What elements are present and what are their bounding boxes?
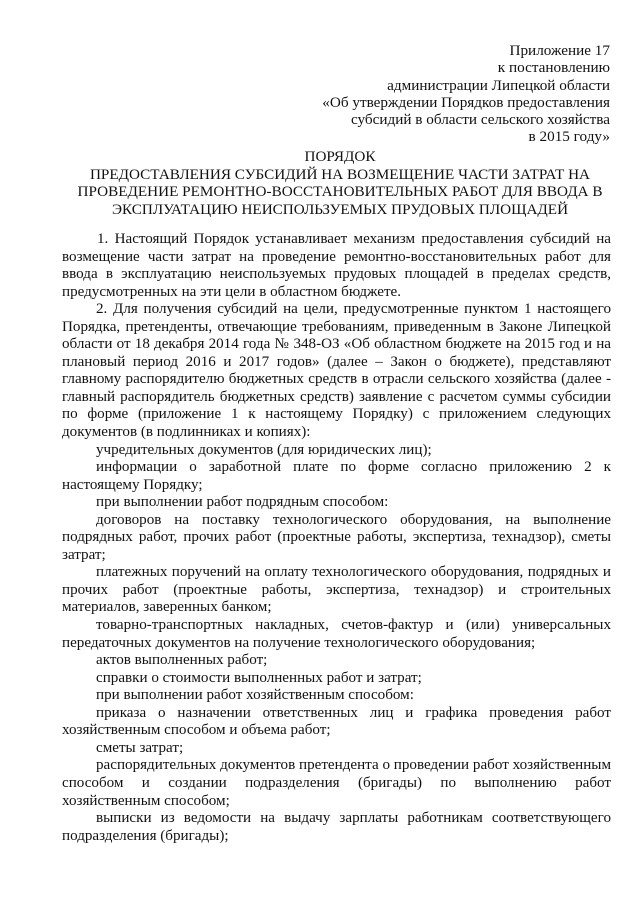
list-item: актов выполненных работ;	[96, 652, 268, 669]
appendix-line: в 2015 году»	[528, 128, 610, 146]
list-item: договоров на поставку технологического оборудования, на выполнение подрядных работ, прочих работ (проектные работы, экспертиза, технадзор), сметы затрат;	[62, 511, 611, 563]
title-line: ЭКСПЛУАТАЦИЮ НЕИСПОЛЬЗУЕМЫХ ПРУДОВЫХ ПЛОЩАДЕЙ	[111, 200, 569, 218]
appendix-line: субсидий в области сельского хозяйства	[350, 111, 610, 129]
title-line: ПРЕДОСТАВЛЕНИЯ СУБСИДИЙ НА ВОЗМЕЩЕНИЕ ЧАСТИ ЗАТРАТ НА	[89, 165, 591, 183]
list-item: выписки из ведомости на выдачу зарплаты работникам соответствующего подразделения (бригады);	[62, 810, 611, 844]
appendix-line: администрации Липецкой области	[387, 76, 610, 94]
title-line: ПРОВЕДЕНИЕ РЕМОНТНО-ВОССТАНОВИТЕЛЬНЫХ РАБОТ ДЛЯ ВВОДА В	[77, 183, 603, 201]
list-item: при выполнении работ подрядным способом:	[96, 494, 389, 511]
list-item: товарно-транспортных накладных, счетов-фактур и (или) универсальных передаточных документов на получение технологического оборудования;	[62, 617, 611, 651]
list-item: платежных поручений на оплату технологического оборудования, подрядных и прочих работ (проектные работы, экспертиза, технадзор) и строительных материалов, заверенных банком;	[62, 564, 611, 616]
document-body	[62, 231, 611, 845]
appendix-line: к постановлению	[497, 59, 610, 77]
list-item: сметы затрат;	[96, 739, 184, 756]
paragraph-2: 2. Для получения субсидий на цели, предусмотренные пунктом 1 настоящего Порядка, претенденты, отвечающие требованиям, приведенным в Законе Липецкой области от 18 декабря 2014 года № 348-ОЗ «Об областном бюджете на 2015 год и на плановый период 2016 и 2017 годов» (далее – Закон о бюджете), представляют главному распорядителю бюджетных средств в отрасли сельского хозяйства (далее - главный распорядитель бюджетных средств) заявление с расчетом суммы субсидии по форме (приложение 1 к настоящему Порядку) с приложением следующих документов (в подлинниках и копиях):	[62, 301, 611, 441]
paragraph-1: 1. Настоящий Порядок устанавливает механизм предоставления субсидий на возмещение части затрат на проведение ремонтно-восстановительных работ для ввода в эксплуатацию неиспользуемых прудовых площадей в пределах средств, предусмотренных на эти цели в областном бюджете.	[62, 231, 611, 300]
appendix-line: Приложение 17	[509, 42, 610, 59]
list-item: информации о заработной плате по форме согласно приложению 2 к настоящему Порядку;	[62, 459, 611, 493]
appendix-line: «Об утверждении Порядков предоставления	[322, 93, 610, 111]
title-line: ПОРЯДОК	[304, 148, 376, 165]
list-item: распорядительных документов претендента о проведении работ хозяйственным способом и создании подразделения (бригады) по выполнению работ хозяйственным способом;	[62, 757, 611, 809]
list-item: приказа о назначении ответственных лиц и графика проведения работ хозяйственным способом и объема работ;	[62, 704, 611, 739]
list-item: при выполнении работ хозяйственным способом:	[96, 687, 414, 704]
appendix-header	[280, 42, 610, 146]
list-item: учредительных документов (для юридических лиц);	[96, 441, 432, 458]
document-title	[60, 148, 620, 218]
list-item: справки о стоимости выполненных работ и затрат;	[96, 669, 422, 686]
